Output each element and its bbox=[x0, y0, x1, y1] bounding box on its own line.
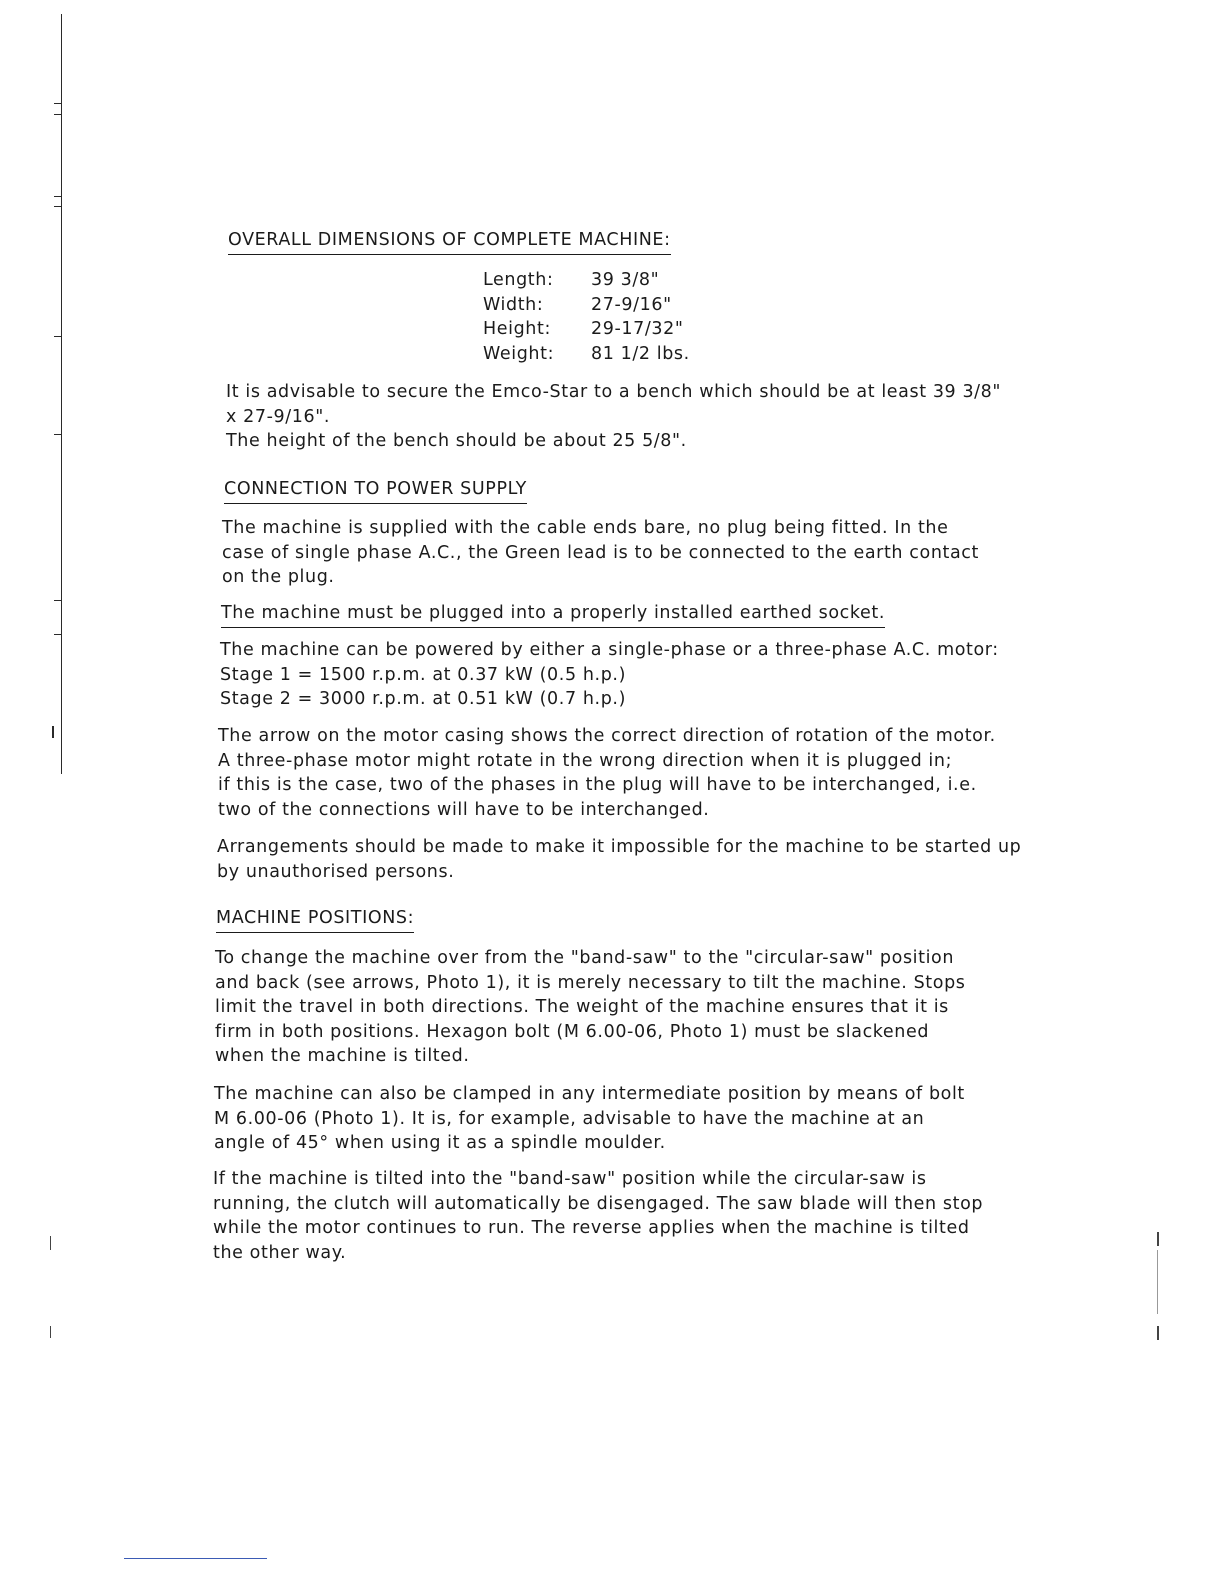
binder-edge-line bbox=[61, 14, 62, 774]
dimension-value: 39 3/8" bbox=[591, 270, 660, 290]
text-line: Stage 2 = 3000 r.p.m. at 0.51 kW (0.7 h.p.) bbox=[220, 689, 626, 709]
bench-paragraph bbox=[226, 380, 1001, 454]
text-line: case of single phase A.C., the Green lead is to be connected to the earth contact bbox=[222, 542, 979, 563]
dimension-row bbox=[483, 342, 690, 367]
heading-machine-positions: MACHINE POSITIONS: bbox=[216, 906, 414, 933]
heading-overall-dimensions: OVERALL DIMENSIONS OF COMPLETE MACHINE: bbox=[228, 228, 671, 255]
text-line: Stage 1 = 1500 r.p.m. at 0.37 kW (0.5 h.p.) bbox=[220, 664, 626, 685]
dimension-label: Width: bbox=[483, 294, 544, 315]
text-line: when the machine is tilted. bbox=[215, 1046, 470, 1066]
text-line: running, the clutch will automatically be disengaged. The saw blade will then stop bbox=[213, 1193, 984, 1214]
rotation-paragraph bbox=[218, 724, 996, 822]
text-line: by unauthorised persons. bbox=[217, 861, 455, 882]
text-line: angle of 45° when using it as a spindle moulder. bbox=[214, 1133, 666, 1153]
text-line: if this is the case, two of the phases in the plug will have to be interchanged, i.e. bbox=[218, 775, 977, 795]
text-line: x 27-9/16". bbox=[226, 406, 331, 427]
binder-tick bbox=[54, 114, 62, 115]
text-line: M 6.00-06 (Photo 1). It is, for example, advisable to have the machine at an bbox=[214, 1108, 925, 1129]
clutch-paragraph bbox=[213, 1167, 983, 1265]
binder-tick bbox=[54, 206, 62, 207]
dimension-row bbox=[483, 293, 690, 318]
footnote-rule bbox=[124, 1558, 267, 1559]
margin-mark bbox=[1157, 1250, 1158, 1314]
text-line: The machine can also be clamped in any intermediate position by means of bolt bbox=[214, 1084, 965, 1104]
text-line: The machine is supplied with the cable ends bare, no plug being fitted. In the bbox=[222, 518, 949, 538]
text-line: limit the travel in both directions. The weight of the machine ensures that it is bbox=[215, 997, 949, 1017]
heading-power-supply: CONNECTION TO POWER SUPPLY bbox=[224, 477, 527, 504]
dimension-value: 29-17/32" bbox=[591, 319, 684, 339]
margin-mark bbox=[1157, 1232, 1159, 1246]
text-line: The arrow on the motor casing shows the correct direction of rotation of the motor. bbox=[218, 726, 996, 746]
dimensions-table bbox=[483, 268, 690, 366]
margin-mark bbox=[1157, 1326, 1159, 1340]
binder-tick bbox=[54, 196, 62, 197]
dimension-value: 27-9/16" bbox=[591, 294, 672, 315]
dimension-row bbox=[483, 317, 690, 342]
text-line: two of the connections will have to be interchanged. bbox=[218, 799, 710, 820]
text-line: The machine can be powered by either a single-phase or a three-phase A.C. motor: bbox=[220, 640, 999, 660]
binder-tick bbox=[54, 600, 62, 601]
clamp-paragraph bbox=[214, 1082, 965, 1156]
text-line: on the plug. bbox=[222, 567, 335, 587]
text-line: firm in both positions. Hexagon bolt (M 6.00-06, Photo 1) must be slackened bbox=[215, 1021, 930, 1042]
text-line: Arrangements should be made to make it impossible for the machine to be started up bbox=[217, 837, 1022, 857]
margin-mark bbox=[50, 1236, 51, 1250]
text-line: If the machine is tilted into the "band-saw" position while the circular-saw is bbox=[213, 1169, 927, 1189]
dimension-row bbox=[483, 268, 690, 293]
text-line: The height of the bench should be about 25 5/8". bbox=[226, 431, 687, 451]
binder-tick bbox=[54, 336, 62, 337]
motor-paragraph bbox=[220, 638, 999, 712]
safety-paragraph bbox=[217, 835, 1021, 884]
text-line: and back (see arrows, Photo 1), it is merely necessary to tilt the machine. Stops bbox=[215, 972, 966, 993]
binder-mark bbox=[52, 726, 54, 738]
dimension-value: 81 1/2 lbs. bbox=[591, 343, 690, 364]
dimension-label: Weight: bbox=[483, 343, 555, 364]
text-line: It is advisable to secure the Emco-Star to a bench which should be at least 39 3/8" bbox=[226, 382, 1002, 402]
text-line: the other way. bbox=[213, 1242, 347, 1263]
text-line: while the motor continues to run. The reverse applies when the machine is tilted bbox=[213, 1218, 970, 1238]
text-line: To change the machine over from the "band-saw" to the "circular-saw" position bbox=[215, 948, 955, 968]
dimension-label: Length: bbox=[483, 270, 554, 290]
power-paragraph bbox=[222, 516, 979, 590]
margin-mark bbox=[50, 1326, 51, 1338]
positions-paragraph bbox=[215, 946, 966, 1069]
text-line: A three-phase motor might rotate in the wrong direction when it is plugged in; bbox=[218, 750, 953, 771]
binder-tick bbox=[54, 103, 62, 104]
binder-tick bbox=[54, 634, 62, 635]
earth-socket-warning: The machine must be plugged into a properly installed earthed socket. bbox=[221, 601, 885, 628]
dimension-label: Height: bbox=[483, 319, 551, 339]
binder-tick bbox=[54, 434, 62, 435]
